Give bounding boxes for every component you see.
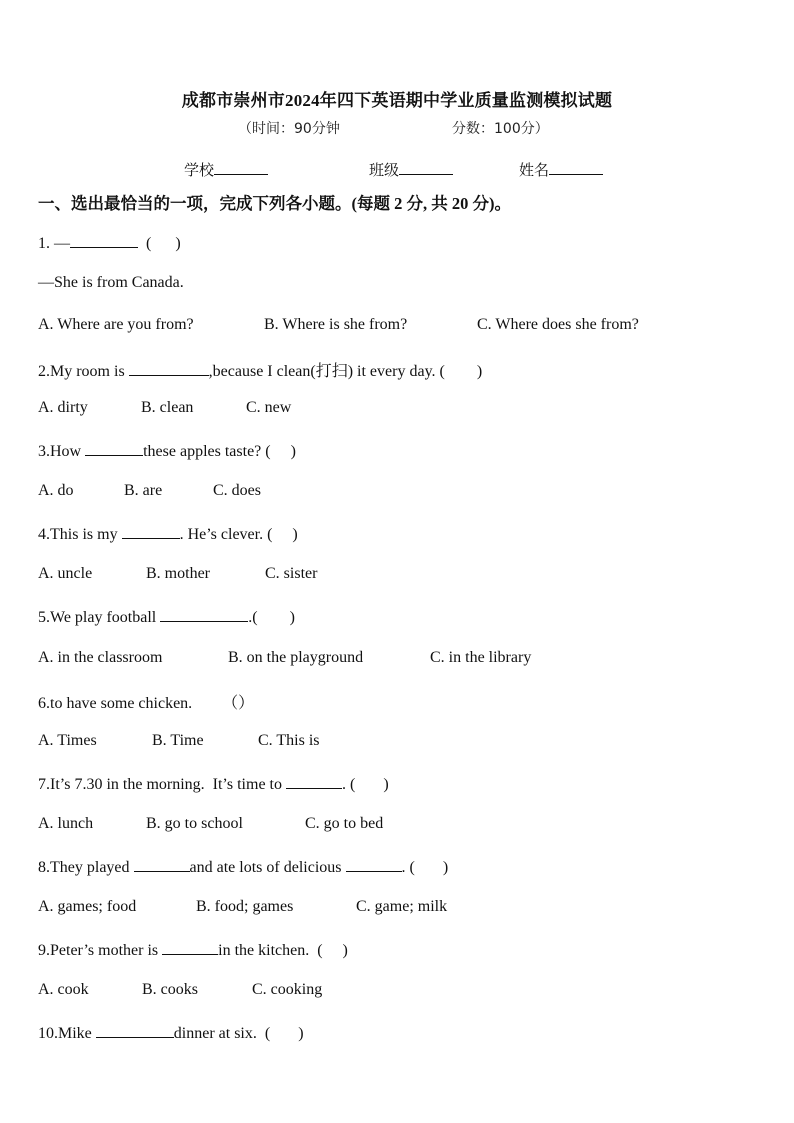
option-b[interactable]: B. food; games — [196, 898, 294, 915]
question-9-stem: 9.Peter’s mother is — [38, 942, 163, 959]
question-1 — [38, 233, 181, 253]
option-a[interactable]: A. lunch — [38, 815, 94, 832]
option-b[interactable]: B. are — [124, 482, 163, 499]
answer-blank-1[interactable] — [134, 857, 190, 872]
answer-blank[interactable] — [160, 607, 248, 622]
page-title: 成都市崇州市2024年四下英语期中学业质量监测模拟试题 — [181, 91, 613, 110]
question-3 — [38, 441, 296, 461]
answer-blank[interactable] — [162, 940, 218, 955]
question-2-rest: ,because I clean(打扫) it every day. ( ) — [208, 363, 483, 380]
answer-blank[interactable] — [85, 441, 143, 456]
option-b[interactable]: B. clean — [141, 399, 194, 416]
name-label: 姓名 — [519, 163, 550, 179]
question-5 — [38, 607, 295, 627]
class-field[interactable] — [369, 159, 453, 180]
answer-blank[interactable] — [129, 361, 209, 376]
exam-score: 分数：100分） — [452, 121, 549, 137]
option-a[interactable]: A. Where are you from? — [38, 316, 194, 333]
question-2 — [38, 358, 482, 381]
question-8-rest: . ( ) — [401, 859, 449, 876]
option-c[interactable]: C. go to bed — [305, 815, 384, 832]
option-a[interactable]: A. Times — [38, 732, 97, 749]
class-blank[interactable] — [399, 160, 453, 175]
option-a[interactable]: A. cook — [38, 981, 89, 998]
name-field[interactable] — [519, 159, 603, 180]
option-a[interactable]: A. uncle — [38, 565, 93, 582]
question-7 — [38, 774, 389, 794]
answer-blank[interactable] — [96, 1023, 174, 1038]
answer-blank[interactable] — [70, 233, 138, 248]
question-10 — [38, 1023, 304, 1043]
option-b[interactable]: B. cooks — [142, 981, 198, 998]
option-c[interactable]: C. new — [246, 399, 292, 416]
question-7-rest: . ( ) — [341, 776, 389, 793]
option-b[interactable]: B. Time — [152, 732, 204, 749]
question-1-stem: 1. — — [38, 235, 70, 252]
option-c[interactable]: C. cooking — [252, 981, 323, 998]
option-c[interactable]: C. does — [213, 482, 261, 499]
question-5-stem: 5.We play football — [38, 609, 161, 626]
question-8 — [38, 857, 448, 877]
question-3-stem: 3.How — [38, 443, 86, 460]
option-c[interactable]: C. This is — [258, 732, 320, 749]
option-b[interactable]: B. go to school — [146, 815, 243, 832]
question-10-stem: 10.Mike — [38, 1025, 96, 1042]
question-4-stem: 4.This is my — [38, 526, 122, 543]
school-label: 学校 — [184, 163, 215, 179]
question-4-rest: . He’s clever. ( ) — [179, 526, 298, 543]
option-a[interactable]: A. do — [38, 482, 74, 499]
question-4 — [38, 524, 298, 544]
name-blank[interactable] — [549, 160, 603, 175]
question-8-stem: 8.They played — [38, 859, 134, 876]
option-c[interactable]: C. game; milk — [356, 898, 448, 915]
section-heading: 一、选出最恰当的一项，完成下列各小题。(每题 2 分, 共 20 分)。 — [38, 194, 511, 213]
option-b[interactable]: B. mother — [146, 565, 210, 582]
option-c[interactable]: C. in the library — [430, 649, 532, 666]
question-5-rest: .( ) — [248, 609, 295, 626]
question-7-stem: 7.It’s 7.30 in the morning. It’s time to — [38, 776, 286, 793]
question-6-stem: 6.to have some chicken. — [38, 695, 193, 712]
class-label: 班级 — [369, 163, 400, 179]
question-6 — [38, 690, 254, 713]
option-b[interactable]: B. Where is she from? — [264, 316, 408, 333]
answer-blank[interactable] — [286, 774, 342, 789]
question-1-reply: —She is from Canada. — [38, 274, 184, 291]
school-field[interactable] — [184, 159, 268, 180]
school-blank[interactable] — [214, 160, 268, 175]
option-a[interactable]: A. dirty — [38, 399, 88, 416]
option-a[interactable]: A. games; food — [38, 898, 137, 915]
option-c[interactable]: C. sister — [265, 565, 318, 582]
option-b[interactable]: B. on the playground — [228, 649, 364, 666]
question-1-paren: ( ) — [138, 235, 181, 252]
option-c[interactable]: C. Where does she from? — [477, 316, 639, 333]
question-8-mid: and ate lots of delicious — [189, 859, 346, 876]
question-9-rest: in the kitchen. ( ) — [218, 942, 348, 959]
option-a[interactable]: A. in the classroom — [38, 649, 163, 666]
question-2-stem: 2.My room is — [38, 363, 129, 380]
answer-blank[interactable] — [122, 524, 180, 539]
question-10-rest: dinner at six. ( ) — [173, 1025, 304, 1042]
exam-time: （时间：90分钟 — [238, 121, 340, 137]
question-9 — [38, 940, 348, 960]
question-6-paren: （） — [222, 695, 255, 712]
question-3-rest: these apples taste? ( ) — [143, 443, 296, 460]
answer-blank-2[interactable] — [346, 857, 402, 872]
